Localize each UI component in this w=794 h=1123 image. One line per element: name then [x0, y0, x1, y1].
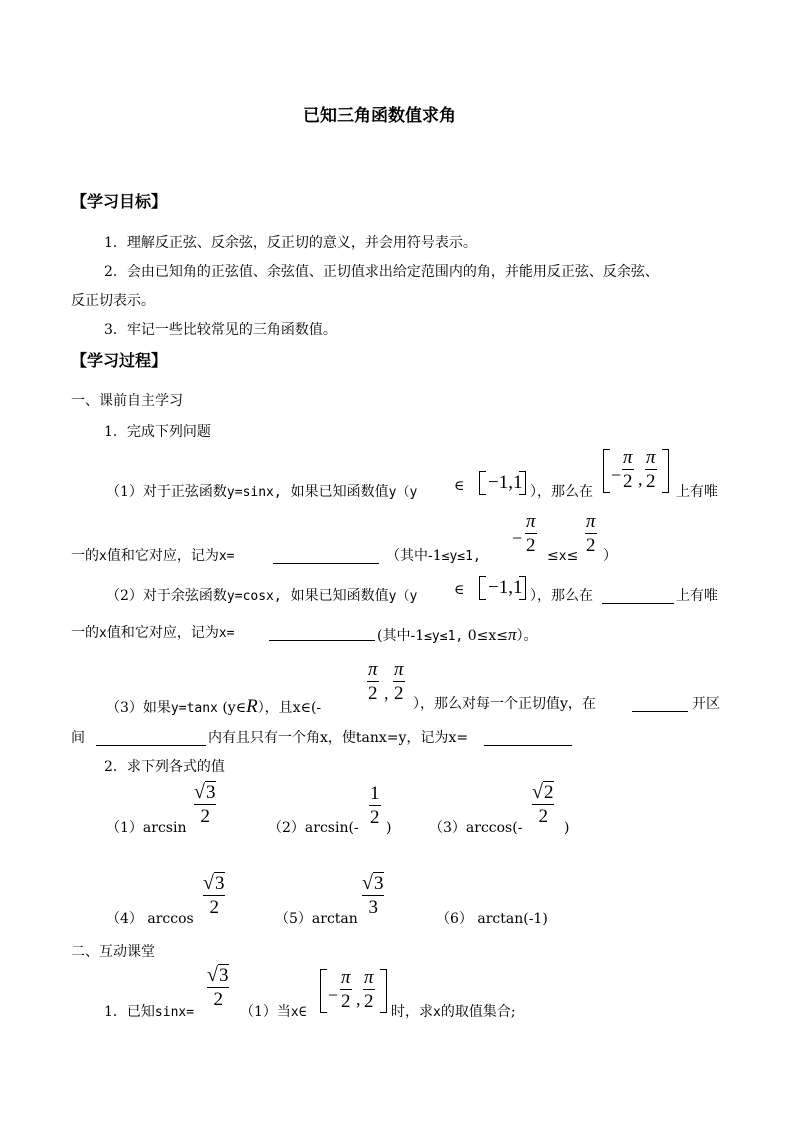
goal-3: 3．牢记一些比较常见的三角函数值。 [104, 322, 337, 338]
answer-blank[interactable] [269, 626, 375, 641]
fraction-pi-over-2: π 2 [341, 967, 351, 1012]
fraction-1-over-2: 1 2 [370, 783, 380, 828]
q1-2-range: (其中-1≤y≤1, 0≤x≤π）。 [377, 625, 538, 644]
q1-2-line1: （2）对于余弦函数y=cosx, 如果已知函数值y（y [106, 588, 418, 604]
q1-1-line2: 一的x值和它对应，记为x= [71, 548, 235, 564]
q2-item-4: （4） arccos [106, 911, 194, 927]
question-2-heading: 2．求下列各式的值 [104, 759, 225, 775]
fraction-pi-over-2: π 2 [368, 659, 378, 704]
section-goals-heading: 【学习目标】 [71, 192, 168, 211]
answer-blank[interactable] [484, 731, 572, 746]
q1-1-line1: （1）对于正弦函数y=sinx, 如果已知函数值y（y [106, 484, 418, 500]
q2-item-5: （5）arctan [275, 911, 358, 927]
section-process-heading: 【学习过程】 [71, 351, 168, 370]
q1-3-line1: （3）如果y=tanx (y∈R），且x∈(- [106, 696, 322, 717]
fraction-sqrt3-over-2: √ 3 2 [194, 781, 216, 827]
page-title: 已知三角函数值求角 [303, 106, 456, 126]
fraction-pi-over-2: π 2 [646, 447, 656, 492]
q1-2-line2: 一的x值和它对应，记为x= [71, 625, 235, 641]
bracket-right [380, 969, 387, 1013]
q1-3-line2: 内有且只有一个角x，使tanx=y，记为x= [208, 730, 469, 746]
fraction-pi-over-2: π 2 [623, 447, 633, 492]
bracket-right [519, 471, 526, 495]
bracket-left [320, 969, 327, 1013]
bracket-right [519, 576, 526, 600]
q2-item-2: （2）arcsin(- [268, 820, 359, 836]
bracket-left [479, 471, 486, 495]
fraction-sqrt3-over-2: √ 3 2 [207, 964, 229, 1010]
fraction-pi-over-2: π 2 [394, 659, 404, 704]
fraction-pi-over-2: π 2 [526, 511, 536, 556]
q2-item-6: （6） arctan(-1) [436, 911, 548, 927]
goal-2: 2．会由已知角的正弦值、余弦值、正切值求出给定范围内的角，并能用反正弦、反余弦、 [104, 264, 659, 280]
fraction-sqrt2-over-2: √ 2 2 [532, 781, 554, 827]
question-1-heading: 1．完成下列问题 [104, 424, 211, 440]
fraction-sqrt3-over-2: √ 3 2 [203, 872, 225, 918]
goal-1: 1．理解反正弦、反余弦，反正切的意义，并会用符号表示。 [104, 235, 477, 251]
q3-line: 1．已知sinx= [104, 1004, 195, 1020]
bracket-right [662, 449, 669, 493]
fraction-pi-over-2: π 2 [586, 511, 596, 556]
goal-2-continued: 反正切表示。 [71, 293, 155, 309]
interval-minus-one-one: −1,1 [488, 472, 523, 493]
fraction-pi-over-2: π 2 [364, 967, 374, 1012]
fraction-sqrt3-over-3: √ 3 3 [362, 872, 384, 918]
bracket-left [479, 576, 486, 600]
q2-item-3: （3）arccos(- [429, 820, 523, 836]
q2-item-1: （1）arcsin [106, 820, 187, 836]
part-2-heading: 二、互动课堂 [71, 944, 155, 960]
part-1-heading: 一、课前自主学习 [71, 393, 183, 409]
answer-blank[interactable] [273, 549, 379, 564]
bracket-left [603, 449, 610, 493]
q1-1-range: （其中-1≤y≤1, [386, 548, 481, 564]
answer-blank[interactable] [632, 697, 688, 712]
answer-blank[interactable] [96, 731, 206, 746]
answer-blank[interactable] [602, 589, 674, 604]
